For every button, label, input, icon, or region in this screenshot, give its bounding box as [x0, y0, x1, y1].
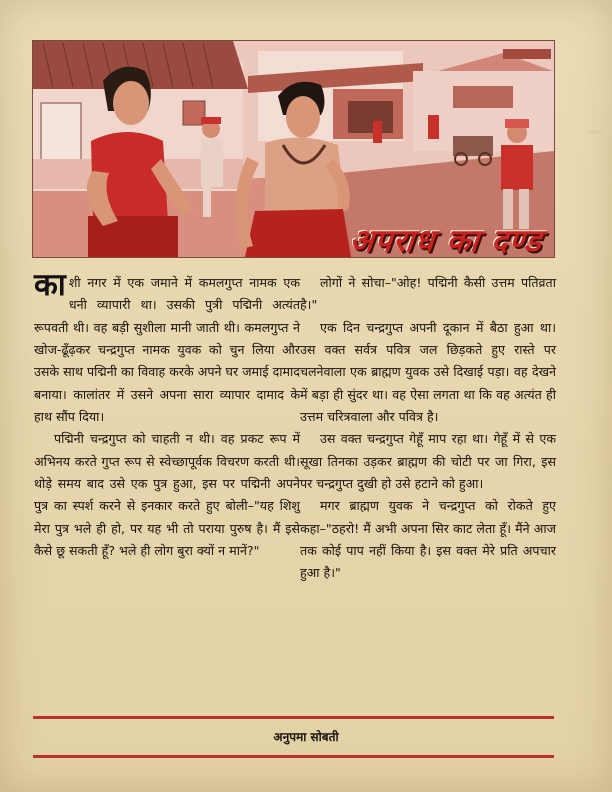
divider-rule: [33, 755, 554, 758]
drop-cap: का: [34, 267, 66, 303]
paragraph: उस वक्त चन्द्रगुप्त गेहूँ माप रहा था। गेहूँ में से एक सूखा तिनका उड़कर ब्राह्मण की चोटी पर जा गिरा, इस पर चन्द्रगुप्त दुखी हो उसे हटाने को हुआ।: [300, 431, 556, 492]
divider-rule: [33, 716, 554, 719]
paragraph: लोगों ने सोचा–"ओह! पद्मिनी कैसी उत्तम पतिव्रता है।": [300, 275, 556, 313]
paragraph: मगर ब्राह्मण युवक ने चन्द्रगुप्त को रोकते हुए कहा–"ठहरो! मैं अभी अपना सिर काट लेता हूँ। मैंने आज तक कोई पाप नहीं किया है। इस वक्त मेरे प्रति अपचार हुआ है।": [300, 498, 556, 581]
paragraph: [34, 267, 300, 428]
author-credit: अनुपमा सोबती: [273, 730, 339, 744]
story-title: अपराध का दण्ड: [347, 223, 544, 259]
paragraph: पद्मिनी चन्द्रगुप्त को चाहती न थी। वह प्रकट रूप में अभिनय करते गुप्त रूप से स्वेच्छापूर्वक विचरण करती थी। थोड़े समय बाद उसे एक पुत्र हुआ, इस पर पद्मिनी अपने पुत्र का स्पर्श करने से इनकार करते हुए बोली–"यह शिशु मेरा पुत्र भले ही हो, पर यह भी तो पराया पुरुष है। मैं इसे कैसे छू सकती हूँ? भले ही लोग बुरा क्यों न मानें?": [34, 431, 300, 559]
text-column-left: [34, 267, 300, 562]
page-smudge: [588, 130, 602, 134]
paragraph-text: शी नगर में एक जमाने में कमलगुप्त नामक एक धनी व्यापारी था। उसकी पुत्री पद्मिनी अत्यंत रूपवती थी। वह बड़ी सुशीला मानी जाती थी। कमलगुप्त ने खोज-ढूँढ़कर चन्द्रगुप्त नामक युवक को चुन लिया और उसके साथ पद्मिनी का विवाह करके अपने घर जमाई दामाद बनाया। कालांतर में उसने अपना सारा व्यापार दामाद के हाथ सौंप दिया।: [34, 275, 300, 425]
paragraph: एक दिन चन्द्रगुप्त अपनी दूकान में बैठा हुआ था। उस वक्त सर्वत्र पवित्र जल छिड़कते हुए रास्ते पर चलनेवाला एक ब्राह्मण युवक उसे दिखाई पड़ा। वह देखने में बड़ा ही सुंदर था। वह ऐसा लगता था कि वह अत्यंत ही उत्तम चरित्रवाला और पवित्र है।: [300, 319, 556, 425]
text-column-right: [300, 272, 556, 585]
